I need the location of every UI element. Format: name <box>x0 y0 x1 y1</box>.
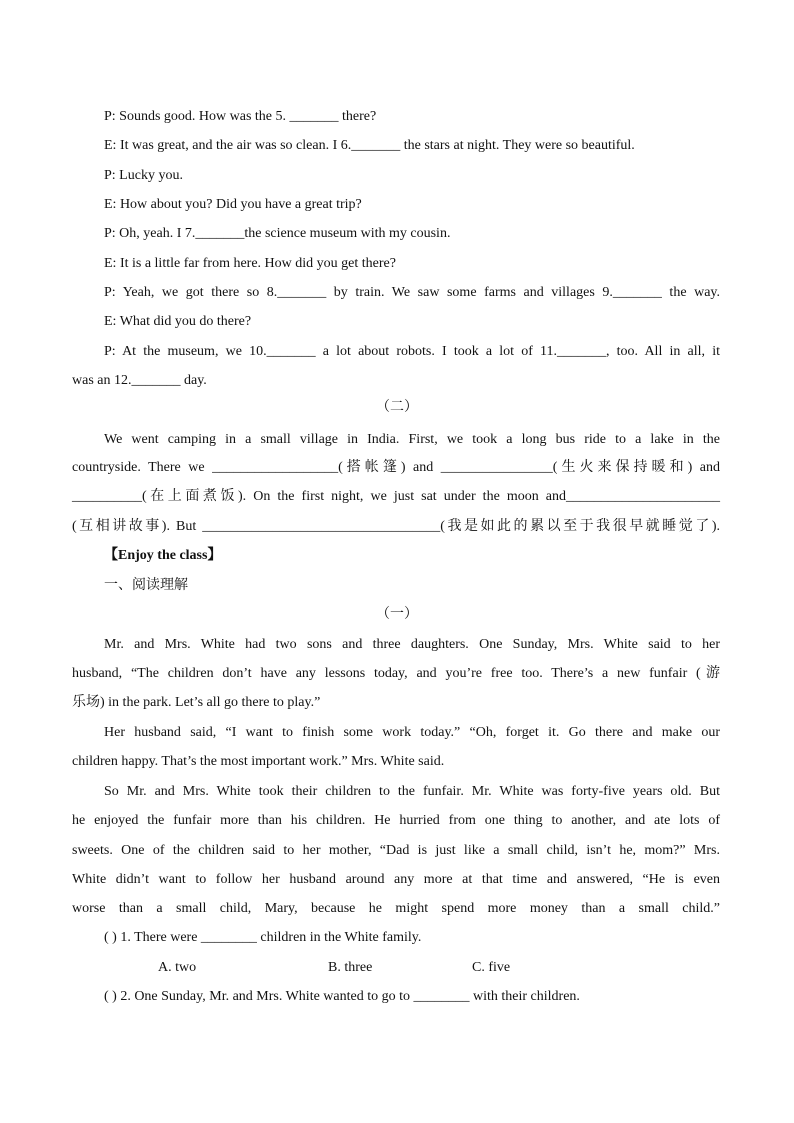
dialogue-line: P: Lucky you. <box>104 168 183 183</box>
section-title: （二） <box>376 399 418 415</box>
paragraph-line: countryside. There we __________________(搭帐篷) and ________________(生火来保持暖和) and <box>72 460 720 475</box>
enjoy-heading: 【Enjoy the class】 <box>104 548 222 563</box>
dialogue-line: E: How about you? Did you have a great trip? <box>104 197 362 212</box>
option-c: C. five <box>472 960 511 975</box>
passage-line: husband, “The children don’t have any lessons today, and you’re free too. There’s a new funfair (游 <box>72 666 720 681</box>
paragraph-line: __________(在上面煮饭). On the first night, we just sat under the moon and______________________ <box>72 489 720 504</box>
passage-line: 乐场) in the park. Let’s all go there to play.” <box>72 695 321 710</box>
question-1: ( ) 1. There were ________ children in the White family. <box>104 930 422 945</box>
dialogue-line: E: It is a little far from here. How did you get there? <box>104 256 396 271</box>
reading-heading: 一、阅读理解 <box>104 577 188 593</box>
dialogue-line: E: What did you do there? <box>104 314 252 329</box>
dialogue-line: P: Sounds good. How was the 5. _______ there? <box>104 109 377 124</box>
passage-line: worse than a small child, Mary, because he might spend more money than a small child.” <box>72 901 720 916</box>
paragraph-line: (互相讲故事). But __________________________________(我是如此的累以至于我很早就睡觉了). <box>72 519 720 534</box>
passage-line: he enjoyed the funfair more than his children. He hurried from one thing to another, and ate lots of <box>72 813 720 828</box>
passage-line: White didn’t want to follow her husband around any more at that time and answered, “He is even <box>72 872 720 887</box>
option-a: A. two <box>158 960 197 975</box>
section-title: （一） <box>376 606 418 622</box>
passage-line: sweets. One of the children said to her mother, “Dad is just like a small child, isn’t he, mom?” Mrs. <box>72 843 720 858</box>
passage-line: Mr. and Mrs. White had two sons and three daughters. One Sunday, Mrs. White said to her <box>104 637 720 652</box>
dialogue-line: was an 12._______ day. <box>72 373 207 388</box>
dialogue-line: P: Oh, yeah. I 7._______the science museum with my cousin. <box>104 226 451 241</box>
passage-line: Her husband said, “I want to finish some work today.” “Oh, forget it. Go there and make our <box>104 725 720 740</box>
dialogue-line: E: It was great, and the air was so clean. I 6._______ the stars at night. They were so beautiful. <box>104 138 635 153</box>
question-2: ( ) 2. One Sunday, Mr. and Mrs. White wanted to go to ________ with their children. <box>104 989 580 1004</box>
paragraph-line: We went camping in a small village in India. First, we took a long bus ride to a lake in the <box>104 432 720 447</box>
dialogue-line: P: Yeah, we got there so 8._______ by train. We saw some farms and villages 9._______ the way. <box>104 285 720 300</box>
passage-line: children happy. That’s the most important work.” Mrs. White said. <box>72 754 445 769</box>
dialogue-line: P: At the museum, we 10._______ a lot about robots. I took a lot of 11._______, too. All in all, it <box>104 344 720 359</box>
passage-line: So Mr. and Mrs. White took their children to the funfair. Mr. White was forty-five years old. But <box>104 784 720 799</box>
option-b: B. three <box>328 960 373 975</box>
